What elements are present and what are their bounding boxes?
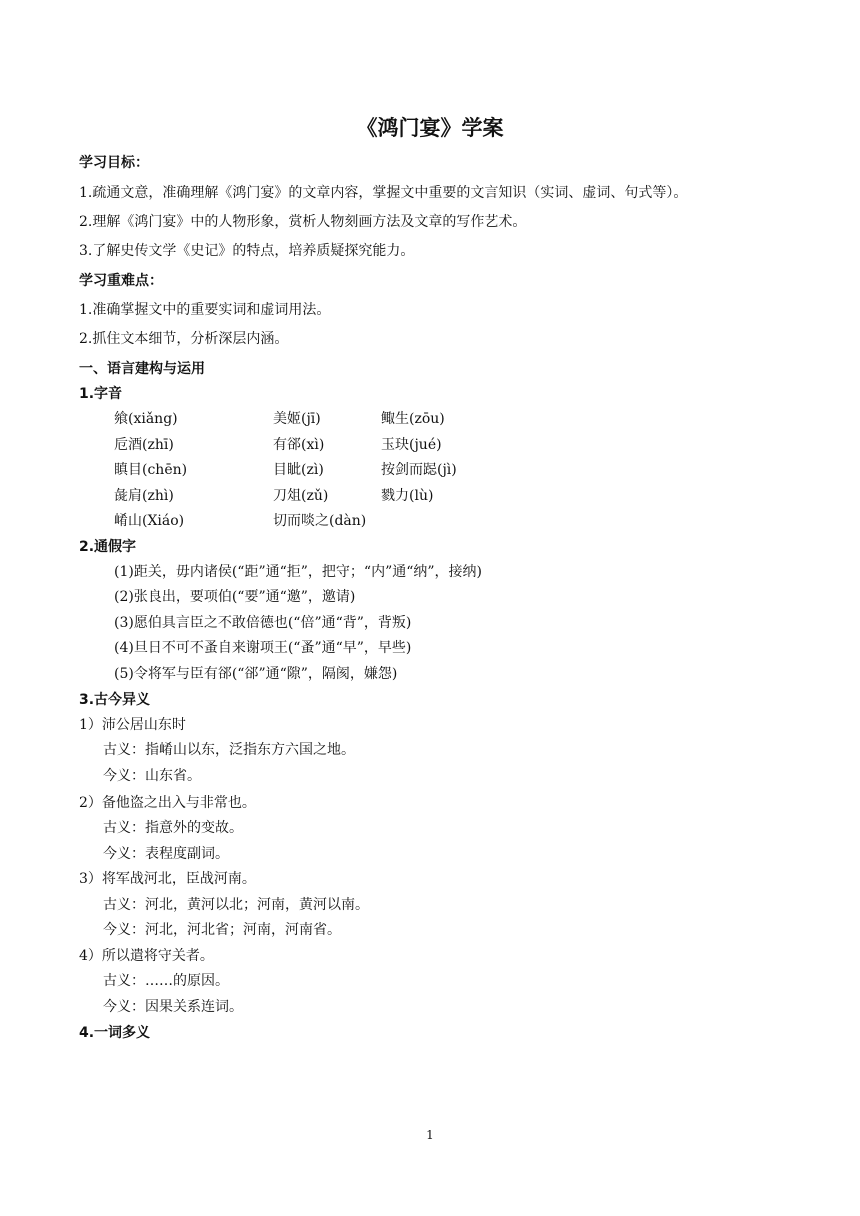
- section-heading-1: 一、语言建构与运用: [79, 361, 205, 377]
- tongjia-item: (5)令将军与臣有郤(“郤”通“隙”，隔阂，嫌怨): [114, 666, 398, 682]
- pron-item: 彘肩(zhì): [114, 488, 174, 504]
- page-number: 1: [426, 1128, 434, 1142]
- pron-item: 崤山(Xiáo): [114, 513, 185, 529]
- pron-heading: 1.字音: [79, 386, 123, 402]
- key-1: 1.准确掌握文中的重要实词和虚词用法。: [79, 302, 331, 318]
- gujin-heading: 3.古今异义: [79, 692, 151, 708]
- gujin-ancient: 古义：指崤山以东，泛指东方六国之地。: [103, 742, 355, 758]
- key-heading: 学习重难点：: [79, 273, 163, 289]
- key-2: 2.抓住文本细节，分析深层内涵。: [79, 331, 289, 347]
- goal-3: 3.了解史传文学《史记》的特点，培养质疑探究能力。: [79, 243, 415, 259]
- tongjia-item: (4)旦日不可不蚤自来谢项王(“蚤”通“早”，早些): [114, 640, 412, 656]
- pron-item: 美姬(jī): [273, 411, 321, 427]
- goal-2: 2.理解《鸿门宴》中的人物形象，赏析人物刻画方法及文章的写作艺术。: [79, 214, 527, 230]
- gujin-ancient: 古义：河北，黄河以北；河南，黄河以南。: [103, 897, 369, 913]
- pron-item: 目眦(zì): [273, 462, 324, 478]
- gujin-ancient: 古义：……的原因。: [103, 973, 229, 989]
- tongjia-item: (2)张良出，要项伯(“要”通“邀”，邀请): [114, 589, 356, 605]
- gujin-modern: 今义：表程度副词。: [103, 846, 229, 862]
- pron-item: 刀俎(zǔ): [273, 488, 329, 504]
- pron-item: 有郤(xì): [273, 437, 325, 453]
- pron-item: 玉玦(jué): [381, 437, 442, 453]
- gujin-modern: 今义：河北，河北省；河南，河南省。: [103, 922, 341, 938]
- yici-heading: 4.一词多义: [79, 1025, 151, 1041]
- pron-item: 鲰生(zōu): [381, 411, 445, 427]
- pron-item: 戮力(lù): [381, 488, 434, 504]
- pron-item: 按剑而跽(jì): [381, 462, 457, 478]
- pron-item: 切而啖之(dàn): [273, 513, 367, 529]
- gujin-question: 2）备他盗之出入与非常也。: [79, 795, 256, 811]
- pron-item: 瞋目(chēn): [114, 462, 188, 478]
- gujin-question: 4）所以遣将守关者。: [79, 948, 214, 964]
- goals-heading: 学习目标：: [79, 155, 149, 171]
- goal-1: 1.疏通文意，准确理解《鸿门宴》的文章内容，掌握文中重要的文言知识（实词、虚词、句式等）。: [79, 185, 688, 201]
- gujin-question: 1）沛公居山东时: [79, 717, 186, 733]
- gujin-modern: 今义：因果关系连词。: [103, 999, 243, 1015]
- tongjia-item: (1)距关，毋内诸侯(“距”通“拒”，把守；“内”通“纳”，接纳): [114, 564, 483, 580]
- tongjia-heading: 2.通假字: [79, 539, 137, 555]
- gujin-question: 3）将军战河北，臣战河南。: [79, 871, 256, 887]
- tongjia-item: (3)愿伯具言臣之不敢倍德也(“倍”通“背”，背叛): [114, 615, 412, 631]
- pron-item: 卮酒(zhī): [114, 437, 174, 453]
- pron-item: 飨(xiǎng): [114, 411, 178, 427]
- page-title: 《鸿门宴》学案: [356, 116, 504, 140]
- gujin-ancient: 古义：指意外的变故。: [103, 820, 243, 836]
- gujin-modern: 今义：山东省。: [103, 768, 201, 784]
